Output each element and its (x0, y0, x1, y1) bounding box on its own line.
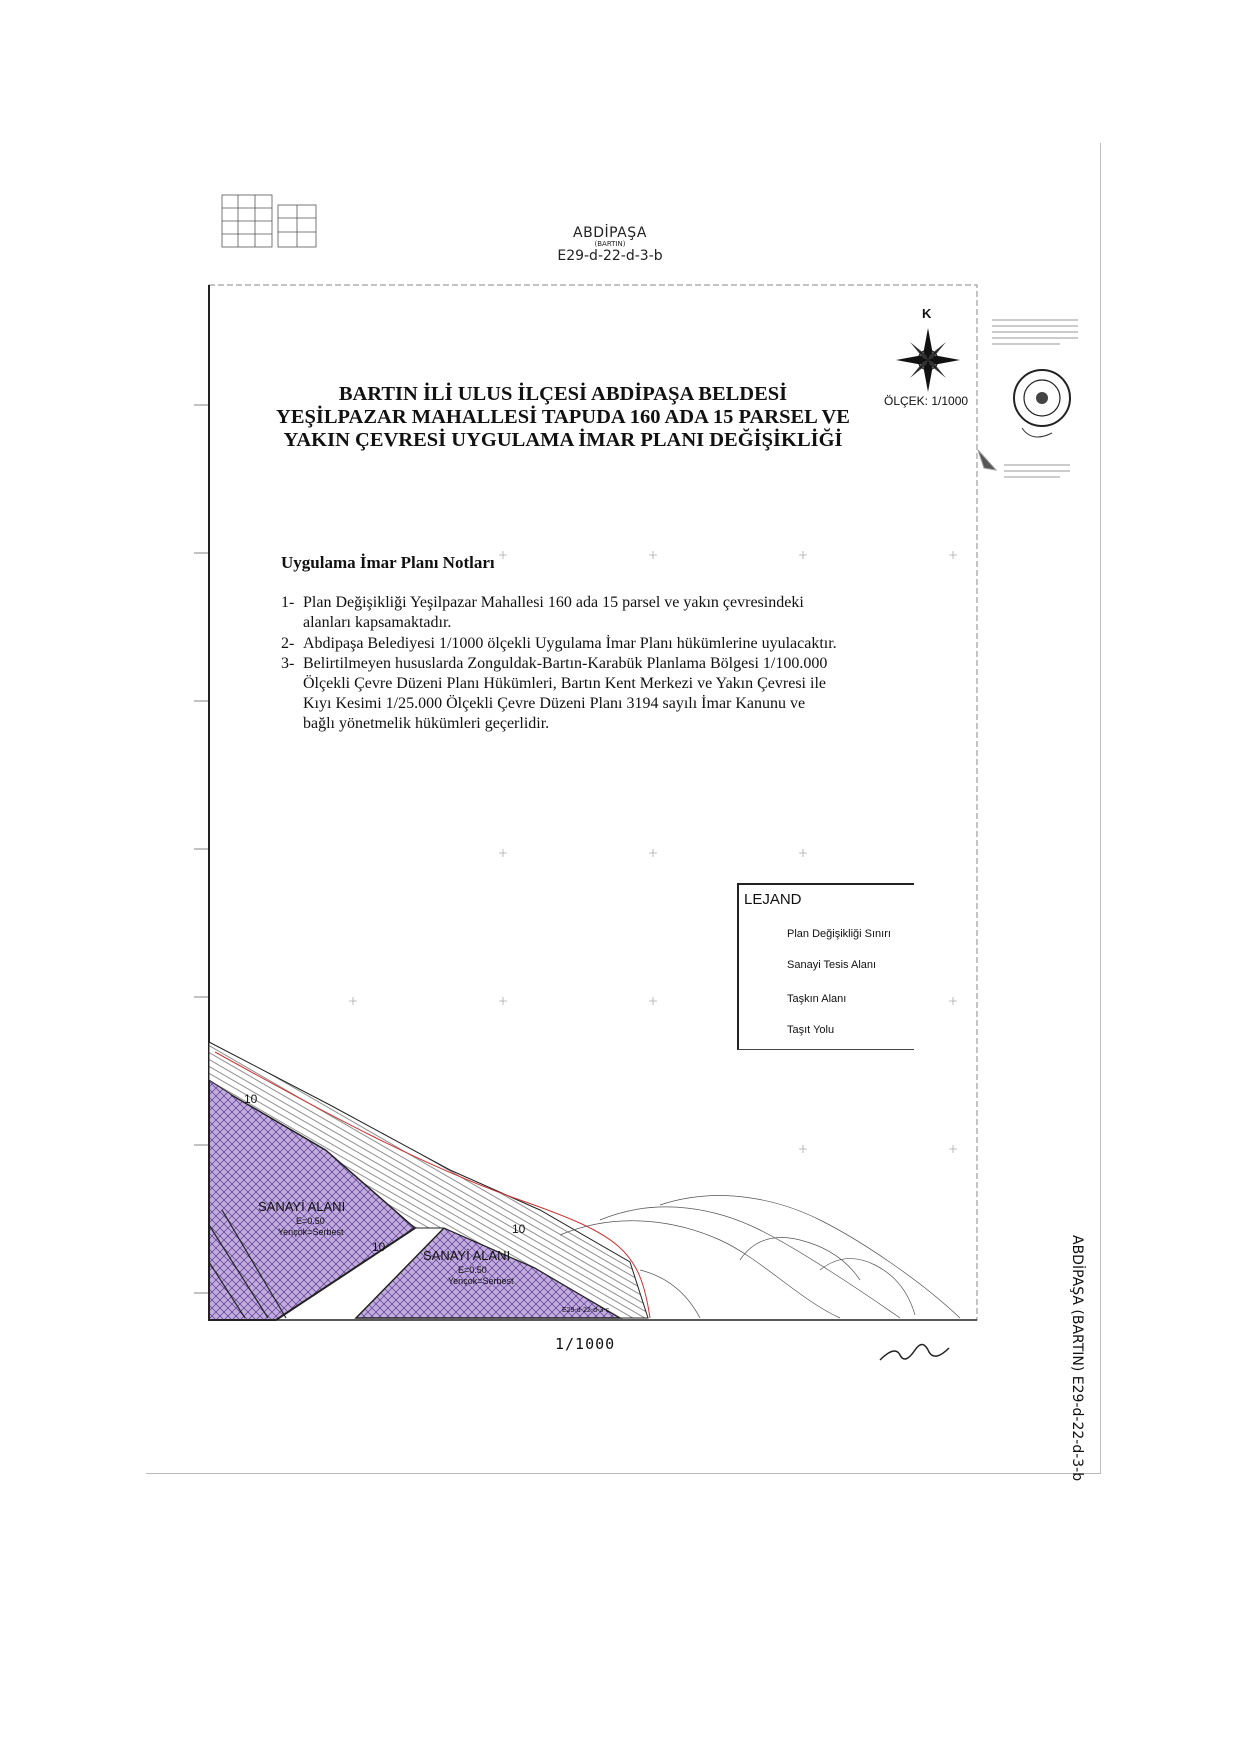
legend-item (747, 925, 912, 945)
road-width-label: 10 (512, 1222, 526, 1236)
sheet-header (540, 226, 680, 264)
plan-title-line: YAKIN ÇEVRESİ UYGULAMA İMAR PLANI DEĞİŞİKLİĞİ (283, 429, 843, 451)
sheet-subname: (BARTIN) (594, 240, 626, 249)
zone-label: SANAYİ ALANI (423, 1248, 511, 1263)
note-number: 1- (281, 594, 295, 611)
signature-icon (880, 1344, 949, 1360)
notes-list (281, 593, 841, 735)
plan-title (268, 383, 858, 452)
note-item (281, 593, 841, 633)
zone-setback: Yençok=Serbest (448, 1276, 514, 1286)
legend-box (737, 883, 914, 1050)
municipal-stamp-icon (1014, 370, 1070, 437)
side-sheet-code (1062, 1222, 1085, 1482)
sheet-index-grid (222, 195, 316, 247)
legend-item (747, 990, 912, 1010)
road-width-label: 10 (372, 1240, 386, 1254)
note-item (281, 634, 841, 654)
sheet-name: ABDİPAŞA (573, 225, 647, 241)
legend-item-label: Plan Değişikliği Sınırı (787, 928, 891, 940)
legend-item-label: Sanayi Tesis Alanı (787, 959, 877, 971)
legend-item-label: Taşkın Alanı (787, 993, 847, 1005)
plan-title-line: YEŞİLPAZAR MAHALLESİ TAPUDA 160 ADA 15 PARSEL VE (276, 406, 850, 428)
note-text: Plan Değişikliği Yeşilpazar Mahallesi 160 ada 15 parsel ve yakın çevresindeki alanları kapsamaktadır. (303, 594, 804, 631)
legend-title: LEJAND (744, 891, 802, 908)
side-sheet-code-text: ABDİPAŞA (BARTIN) E29-d-22-d-3-b (1069, 1235, 1085, 1482)
bottom-scale-label: 1/1000 (555, 1335, 616, 1353)
note-text: Belirtilmeyen hususlarda Zonguldak-Bartın-Karabük Planlama Bölgesi 1/100.000 Ölçekli Çevre Düzeni Planı Hükümleri, Bartın Kent Merkezi ve Yakın Çevresi ile Kıyı Kesimi 1/25.000 Ölçekli Çevre Düzeni Planı 3194 sayılı İmar Kanunu ve bağlı yönetmelik hükümleri geçerlidir. (303, 655, 828, 732)
note-text: Abdipaşa Belediyesi 1/1000 ölçekli Uygulama İmar Planı hükümlerine uyulacaktır. (303, 634, 837, 652)
legend-item (747, 956, 912, 976)
stamp-text-lines (978, 320, 1078, 477)
north-label: K (922, 306, 932, 321)
compass-rose-icon (896, 328, 960, 392)
note-number: 3- (281, 655, 295, 673)
plan-title-line: BARTIN İLİ ULUS İLÇESİ ABDİPAŞA BELDESİ (338, 383, 788, 405)
note-number: 2- (281, 634, 295, 652)
zone-label: SANAYİ ALANI (258, 1199, 346, 1214)
legend-item (747, 1021, 912, 1041)
notes-heading: Uygulama İmar Planı Notları (281, 553, 495, 572)
zone-ratio: E=0.50 (458, 1265, 487, 1275)
scale-label: ÖLÇEK: 1/1000 (884, 394, 969, 408)
legend-item-label: Taşıt Yolu (787, 1024, 835, 1036)
note-item (281, 654, 841, 733)
zone-setback: Yençok=Serbest (278, 1227, 344, 1237)
bottom-sheet-code: E29-d-22-d-3-c (562, 1307, 610, 1314)
road-width-label: 10 (244, 1092, 258, 1106)
coordinate-ticks (194, 405, 208, 1293)
zone-ratio: E=0.50 (296, 1216, 325, 1226)
sheet-code: E29-d-22-d-3-b (557, 248, 663, 265)
